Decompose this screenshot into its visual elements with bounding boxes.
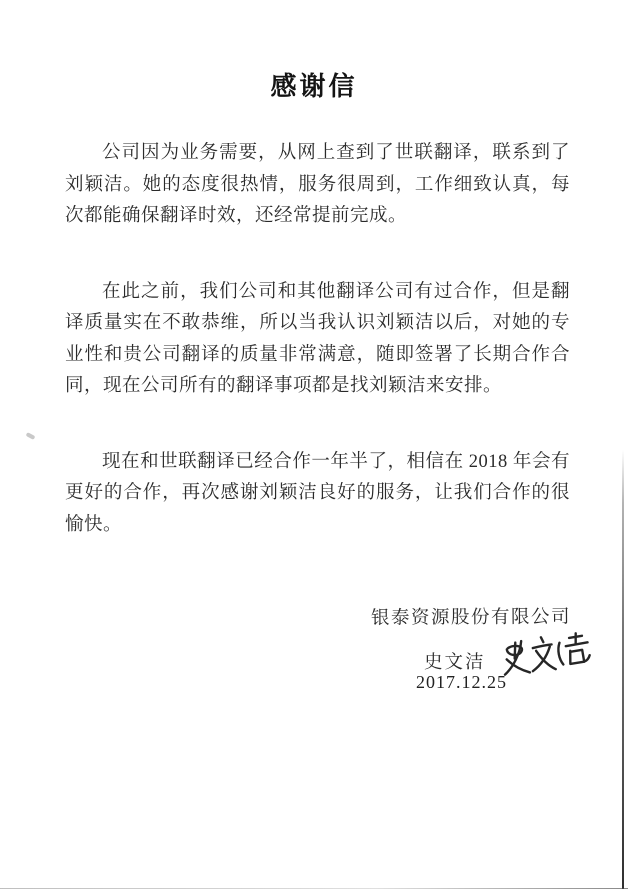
scan-edge-right-artifact (622, 450, 625, 889)
signer-printed-name: 史文洁 (424, 653, 486, 673)
signature-company-name: 银泰资源股份有限公司 (370, 607, 572, 629)
letter-paragraph-3: 现在和世联翻译已经合作一年半了，相信在 2018 年会有更好的合作，再次感谢刘颖洁良好的服务，让我们合作的很愉快。 (65, 451, 570, 535)
letter-paragraph-2: 在此之前，我们公司和其他翻译公司有过合作，但是翻译质量实在不敢恭维，所以当我认识刘颖洁以后，对她的专业性和贵公司翻译的质量非常满意，随即签署了长期合作合同，现在公司所有的翻译事项都是找刘颖洁来安排。 (65, 281, 570, 396)
scan-speck-artifact (26, 432, 36, 440)
handwritten-signature (497, 630, 593, 684)
letter-paragraph-1: 公司因为业务需要，从网上查到了世联翻译，联系到了刘颖洁。她的态度很热情，服务很周到，工作细致认真，每次都能确保翻译时效，还经常提前完成。 (65, 143, 570, 226)
signature-date: 2017.12.25 (416, 672, 507, 692)
letter-title: 感谢信 (270, 72, 358, 101)
letter-body (65, 138, 570, 585)
